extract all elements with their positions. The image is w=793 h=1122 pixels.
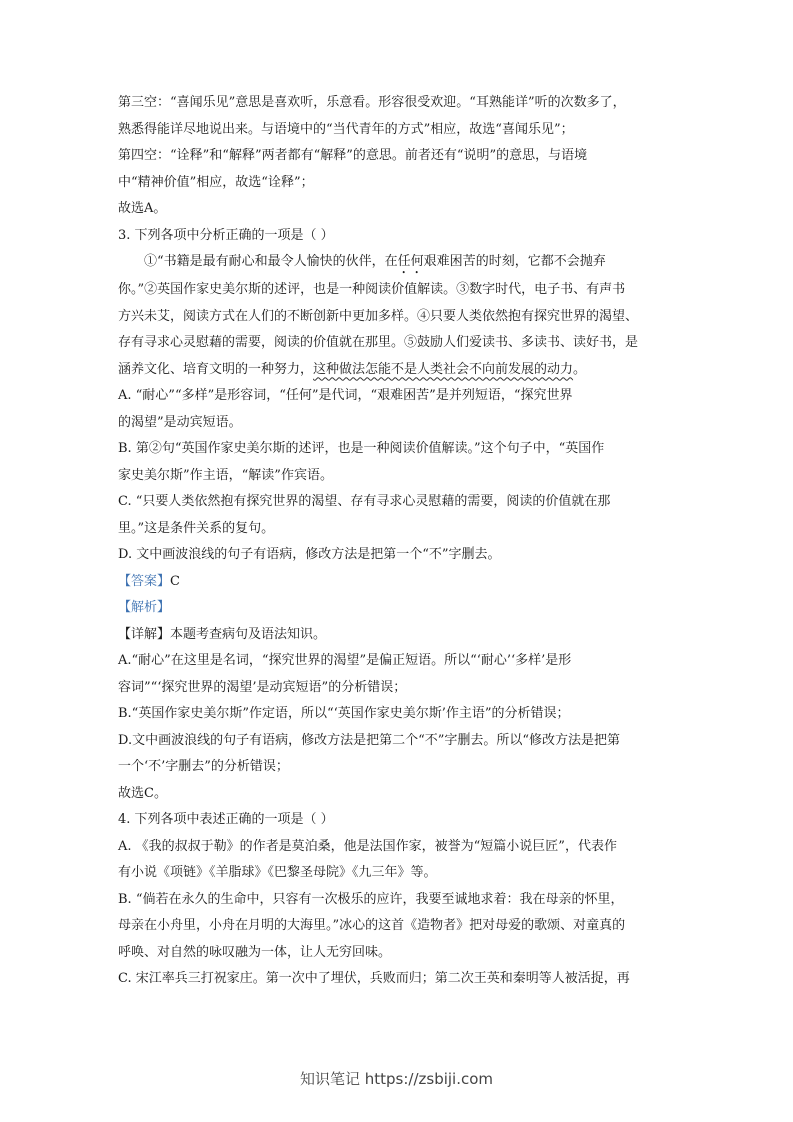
answer-value: C: [170, 573, 180, 589]
dotted-text: 任何: [397, 254, 424, 269]
q4-option-a: 有小说《项链》《羊脂球》《巴黎圣母院》《九三年》等。: [118, 865, 437, 880]
passage-text: ①“书籍是最有耐心和最令人愉快的伙伴，在: [144, 254, 398, 269]
text-line: 熟悉得能详尽地说出来。与语境中的“当代青年的方式”相应，故选“喜闻乐见”；: [118, 121, 574, 137]
analysis-tag: 【解析】: [118, 600, 171, 615]
q4-option-b: 母亲在小舟里，小舟在月明的大海里。”冰心的这首《造物者》把对母爱的歌颂、对童真的: [118, 918, 626, 933]
passage-text: 。: [573, 361, 587, 377]
option-c: C. “只要人类依然抱有探究世界的渴望、存有寻求心灵慰藉的需要，阅读的价值就在那: [118, 494, 611, 509]
option-b: 家史美尔斯”作主语，“解读”作宾语。: [118, 467, 333, 483]
footer-watermark: 知识笔记 https://zsbiji.com: [299, 1070, 494, 1088]
answer-tag: 【答案】: [118, 573, 171, 589]
text-line: 中“精神价值”相应，故选“诠释”；: [118, 174, 314, 190]
passage-line: [118, 357, 683, 384]
text-line: 第四空：“诠释”和“解释”两者都有“解释”的意思。前者还有“说明”的意思，与语境: [118, 148, 588, 163]
passage-line: 方兴未艾，阅读方式在人们的不断创新中更加多样。④只要人类依然抱有探究世界的渴望、: [118, 308, 639, 324]
passage-line: [118, 249, 683, 277]
passage-line: 你。”②英国作家史美尔斯的述评，也是一种阅读价值解读。③数字时代，电子书、有声书: [118, 282, 626, 297]
passage-text: 的时刻，它都不会抛弃: [475, 254, 606, 269]
q4-option-a: A. 《我的叔叔于勒》的作者是莫泊桑，他是法国作家，被誉为“短篇小说巨匠”，代表作: [118, 838, 617, 854]
option-c: 里。”这是条件关系的复句。: [118, 520, 275, 536]
q4-option-c: C. 宋江率兵三打祝家庄。第一次中了埋伏，兵败而归；第二次王英和秦明等人被活捉，再: [118, 971, 630, 986]
passage-text: 涵养文化、培育文明的一种努力，: [118, 361, 314, 377]
wavy-underlined-sentence: 这种做法怎能不是人类社会不向前发展的动力: [313, 361, 574, 377]
option-a: A. “耐心”“多样”是形容词，“任何”是代词，“艰难困苦”是并列短语，“探究世界: [118, 388, 573, 403]
passage-line: 存有寻求心灵慰藉的需要，阅读的价值就在那里。⑤鼓励人们爱读书、多读书、读好书，是: [118, 335, 639, 350]
text-line: 第三空：“喜闻乐见”意思是喜欢听，乐意看。形容很受欢迎。“耳熟能详”听的次数多了，: [118, 95, 626, 110]
detail-line: A.“耐心”在这里是名词，“探究世界的渴望”是偏正短语。所以“‘耐心’‘多样’是形: [118, 653, 572, 668]
option-b: B. 第②句“英国作家史美尔斯的述评，也是一种阅读价值解读。”这个句子中，“英国作: [118, 441, 605, 456]
question-4-stem: 4. 下列各项中表述正确的一项是（ ）: [118, 812, 334, 827]
text-line: 故选A。: [118, 201, 167, 216]
analysis-line: [118, 595, 683, 622]
question-3-stem: 3. 下列各项中分析正确的一项是（ ）: [118, 227, 334, 243]
detail-line: B.“英国作家史美尔斯”作定语，所以“‘英国作家史美尔斯’作主语”的分析错误；: [118, 706, 570, 721]
answer-line: [118, 569, 683, 596]
option-d: D. 文中画波浪线的句子有语病，修改方法是把第一个“不”字删去。: [118, 547, 501, 562]
q4-option-b: B. “倘若在永久的生命中，只容有一次极乐的应许，我要至诚地求着：我在母亲的怀里，: [118, 891, 624, 907]
passage-text: 艰难困苦: [423, 254, 476, 269]
q4-option-b: 呼唤、对自然的咏叹融为一体，让人无穷回味。: [118, 944, 392, 960]
detail-line: 【详解】本题考查病句及语法知识。: [118, 626, 327, 642]
option-a: 的渴望”是动宾短语。: [118, 414, 242, 430]
detail-line: D.文中画波浪线的句子有语病，修改方法是把第二个“不”字删去。所以“修改方法是把第: [118, 732, 621, 748]
document-body: [118, 90, 683, 993]
detail-line: 容词”“‘探究世界的渴望’是动宾短语”的分析错误；: [118, 679, 407, 695]
detail-line: 故选C。: [118, 785, 167, 801]
detail-line: 一个‘不’字删去”的分析错误；: [118, 759, 289, 774]
